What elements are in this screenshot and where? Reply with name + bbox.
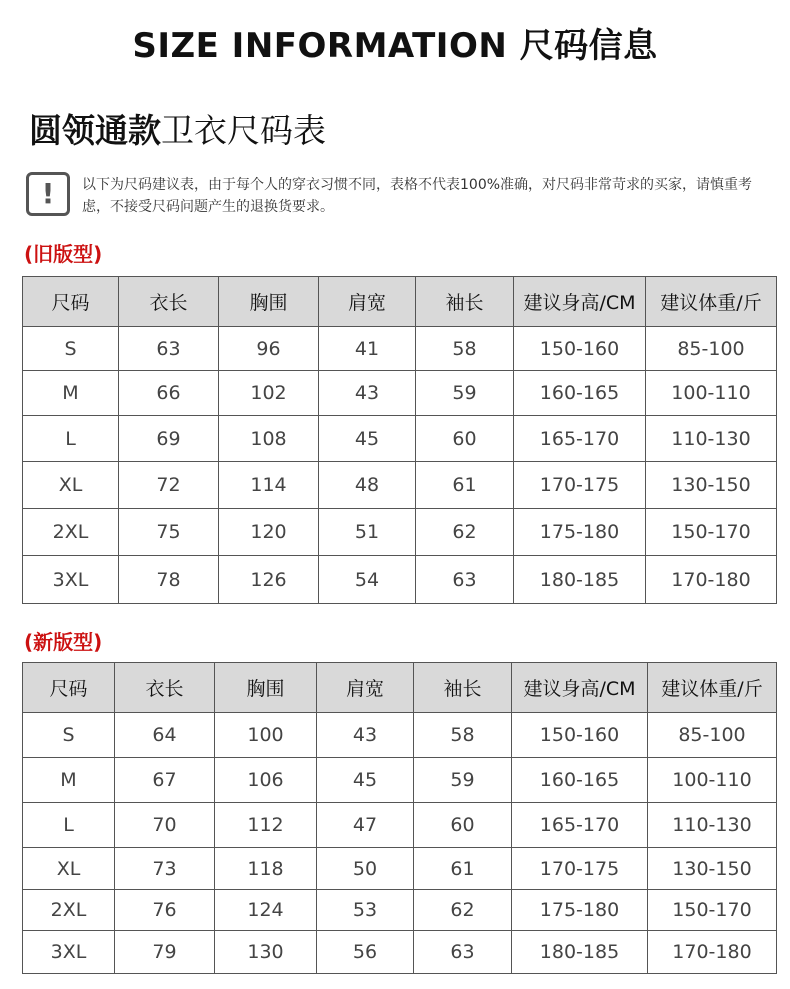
table-cell: 45 <box>317 758 414 803</box>
table-cell: 50 <box>317 848 414 890</box>
table-row <box>23 803 777 848</box>
column-header: 尺码 <box>23 663 115 713</box>
table-cell: 180-185 <box>514 556 646 604</box>
table-row <box>23 371 777 416</box>
table-cell: 2XL <box>23 890 115 931</box>
table-cell: 165-170 <box>514 416 646 462</box>
table-cell: 60 <box>416 416 514 462</box>
table-header-row <box>23 663 777 713</box>
old-fit-size-table <box>22 276 777 604</box>
table-cell: 108 <box>219 416 319 462</box>
table-cell: XL <box>23 462 119 509</box>
column-header: 尺码 <box>23 277 119 327</box>
table-cell: 48 <box>319 462 416 509</box>
column-header: 胸围 <box>219 277 319 327</box>
table-cell: 180-185 <box>512 931 648 974</box>
table-row <box>23 931 777 974</box>
column-header: 胸围 <box>215 663 317 713</box>
table-cell: 96 <box>219 327 319 371</box>
table-cell: 43 <box>319 371 416 416</box>
table-cell: 150-160 <box>512 713 648 758</box>
table-cell: 126 <box>219 556 319 604</box>
table-cell: M <box>23 758 115 803</box>
table-cell: 170-175 <box>514 462 646 509</box>
table-cell: 70 <box>115 803 215 848</box>
table-cell: 110-130 <box>648 803 777 848</box>
old-fit-label: (旧版型) <box>24 242 103 266</box>
table-cell: 150-170 <box>646 509 777 556</box>
table-cell: 47 <box>317 803 414 848</box>
table-row <box>23 416 777 462</box>
notice-text: 以下为尺码建议表，由于每个人的穿衣习惯不同，表格不代表100%准确，对尺码非常苛求的买家，请慎重考虑，不接受尺码问题产生的退换货要求。 <box>82 177 753 215</box>
table-cell: 79 <box>115 931 215 974</box>
notice-box <box>26 170 776 220</box>
column-header: 衣长 <box>115 663 215 713</box>
table-cell: 53 <box>317 890 414 931</box>
table-cell: XL <box>23 848 115 890</box>
table-cell: 54 <box>319 556 416 604</box>
table-cell: S <box>23 327 119 371</box>
column-header: 衣长 <box>119 277 219 327</box>
table-row <box>23 848 777 890</box>
table-cell: 112 <box>215 803 317 848</box>
table-cell: 66 <box>119 371 219 416</box>
table-cell: 130-150 <box>648 848 777 890</box>
table-cell: 58 <box>416 327 514 371</box>
table-cell: 62 <box>414 890 512 931</box>
table-header-row <box>23 277 777 327</box>
table-cell: 114 <box>219 462 319 509</box>
table-cell: 62 <box>416 509 514 556</box>
table-cell: 118 <box>215 848 317 890</box>
table-cell: 78 <box>119 556 219 604</box>
table-row <box>23 327 777 371</box>
table-cell: 100 <box>215 713 317 758</box>
table-cell: 61 <box>416 462 514 509</box>
table-cell: 61 <box>414 848 512 890</box>
table-cell: 175-180 <box>514 509 646 556</box>
column-header: 肩宽 <box>317 663 414 713</box>
table-cell: 51 <box>319 509 416 556</box>
table-cell: 63 <box>416 556 514 604</box>
table-cell: 59 <box>414 758 512 803</box>
table-row <box>23 509 777 556</box>
new-fit-label: (新版型) <box>24 630 103 654</box>
table-cell: 64 <box>115 713 215 758</box>
table-cell: 73 <box>115 848 215 890</box>
column-header: 建议体重/斤 <box>648 663 777 713</box>
table-cell: 58 <box>414 713 512 758</box>
table-cell: 170-175 <box>512 848 648 890</box>
table-cell: 170-180 <box>646 556 777 604</box>
table-cell: 85-100 <box>646 327 777 371</box>
table-cell: 41 <box>319 327 416 371</box>
table-cell: 60 <box>414 803 512 848</box>
page-title: SIZE INFORMATION 尺码信息 <box>132 26 658 66</box>
column-header: 建议身高/CM <box>512 663 648 713</box>
table-cell: 45 <box>319 416 416 462</box>
table-cell: 150-170 <box>648 890 777 931</box>
column-header: 袖长 <box>416 277 514 327</box>
table-cell: 100-110 <box>648 758 777 803</box>
table-row <box>23 890 777 931</box>
column-header: 建议身高/CM <box>514 277 646 327</box>
table-row <box>23 713 777 758</box>
table-cell: L <box>23 803 115 848</box>
table-cell: 102 <box>219 371 319 416</box>
size-chart-title-bold: 圆领通款 <box>29 111 161 150</box>
table-row <box>23 758 777 803</box>
table-cell: 3XL <box>23 556 119 604</box>
table-cell: 175-180 <box>512 890 648 931</box>
table-cell: 63 <box>119 327 219 371</box>
table-cell: 160-165 <box>512 758 648 803</box>
table-cell: 106 <box>215 758 317 803</box>
table-cell: 160-165 <box>514 371 646 416</box>
size-chart-title-regular: 卫衣尺码表 <box>161 111 326 150</box>
table-row <box>23 556 777 604</box>
size-chart-title <box>29 105 326 152</box>
table-cell: 124 <box>215 890 317 931</box>
table-cell: 63 <box>414 931 512 974</box>
table-cell: 150-160 <box>514 327 646 371</box>
new-fit-size-table <box>22 662 777 974</box>
table-cell: 75 <box>119 509 219 556</box>
table-cell: 3XL <box>23 931 115 974</box>
table-cell: 130 <box>215 931 317 974</box>
table-cell: 170-180 <box>648 931 777 974</box>
table-cell: 2XL <box>23 509 119 556</box>
table-cell: 69 <box>119 416 219 462</box>
table-cell: 120 <box>219 509 319 556</box>
table-cell: 76 <box>115 890 215 931</box>
table-cell: M <box>23 371 119 416</box>
table-row <box>23 462 777 509</box>
table-cell: 130-150 <box>646 462 777 509</box>
table-cell: 56 <box>317 931 414 974</box>
table-cell: 165-170 <box>512 803 648 848</box>
table-cell: 85-100 <box>648 713 777 758</box>
exclamation-icon: ! <box>26 172 70 216</box>
column-header: 肩宽 <box>319 277 416 327</box>
table-cell: 67 <box>115 758 215 803</box>
table-cell: L <box>23 416 119 462</box>
table-cell: 72 <box>119 462 219 509</box>
table-cell: 59 <box>416 371 514 416</box>
column-header: 袖长 <box>414 663 512 713</box>
column-header: 建议体重/斤 <box>646 277 777 327</box>
table-cell: S <box>23 713 115 758</box>
table-cell: 100-110 <box>646 371 777 416</box>
table-cell: 43 <box>317 713 414 758</box>
table-cell: 110-130 <box>646 416 777 462</box>
